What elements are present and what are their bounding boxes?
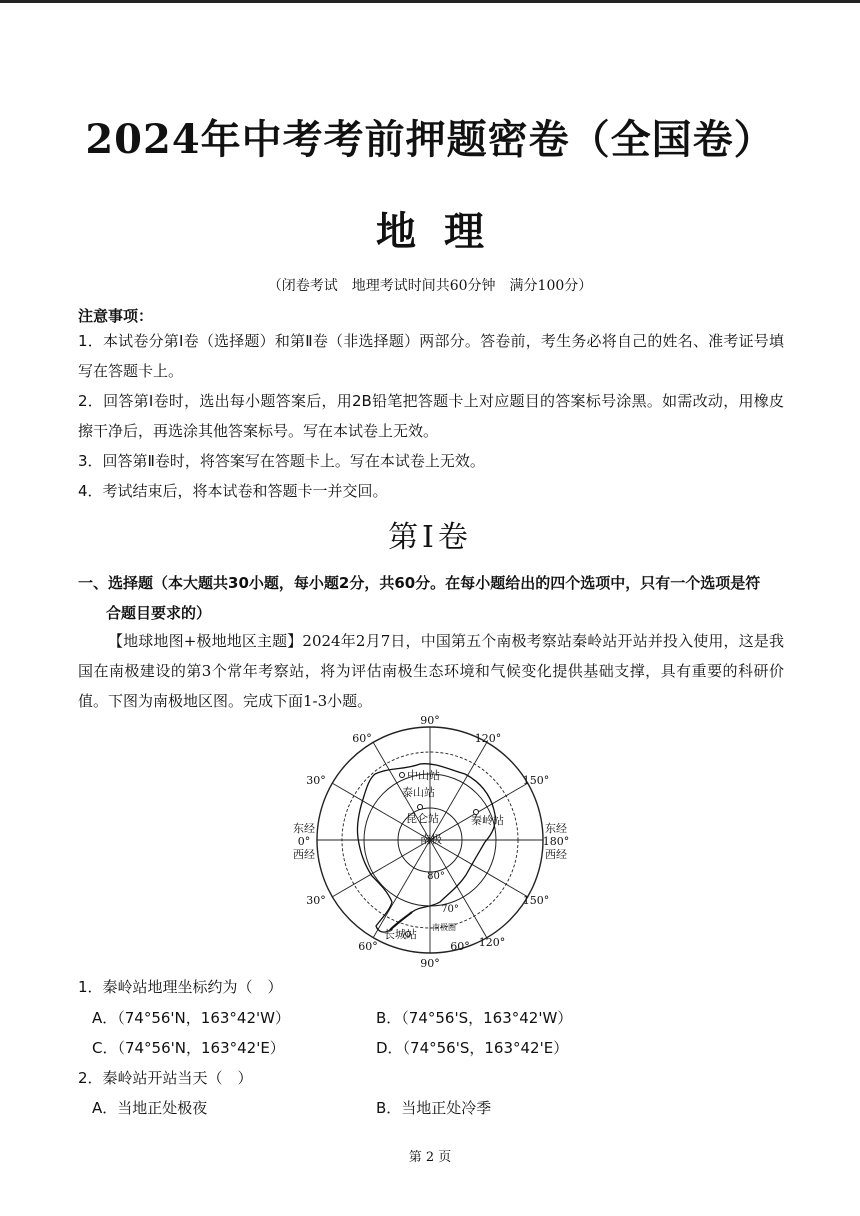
question-1-option-b: B．（74°56'S，163°42'W） — [376, 1009, 573, 1027]
zhongshan-station-marker — [400, 773, 405, 778]
page-number: 第 2 页 — [408, 1150, 452, 1165]
label-150-right: 150° — [522, 774, 550, 787]
label-east: 东经 — [293, 822, 315, 835]
question-1-option-c: C．（74°56'N，163°42'E） — [92, 1039, 285, 1057]
label-zero: 0° — [297, 835, 311, 848]
exam-title: 2024年中考考前押题密卷（全国卷） — [85, 116, 775, 163]
question-1-stem: 1．秦岭站地理坐标约为（ ） — [78, 978, 283, 996]
label-lat-80: 80° — [427, 871, 445, 882]
label-30-left-bottom: 30° — [306, 894, 326, 907]
label-west: 西经 — [293, 848, 315, 861]
label-zhongshan-station: 中山站 — [407, 769, 440, 782]
label-south-pole: 南极 — [420, 833, 442, 846]
section-title: 第Ⅰ卷 — [388, 520, 472, 555]
label-120-right-bottom: 120° — [478, 936, 506, 949]
label-60-left: 60° — [352, 732, 372, 745]
antarctica-map — [280, 712, 580, 972]
label-90-bottom: 90° — [420, 957, 440, 970]
question-2-option-b: B．当地正处冷季 — [376, 1099, 492, 1117]
section-heading — [78, 568, 798, 628]
label-east-right: 东经 — [545, 822, 567, 835]
label-changcheng-station: 长城站 — [384, 928, 417, 941]
label-60-bottom: 60° — [450, 940, 470, 953]
intro-text: 【地球地图+极地地区主题】2024年2月7日，中国第五个南极考察站秦岭站开站并投入使用，这是我国在南极建设的第3个常年考察站，将为评估南极生态环境和气候变化提供基础支撑，具有重要的科研价值。下图为南极地区图。完成下面1-3小题。 — [78, 632, 784, 710]
notice-title: 注意事项： — [78, 307, 154, 325]
subject-title: 地理 — [376, 208, 512, 255]
label-90-top: 90° — [420, 714, 440, 727]
intro-paragraph — [78, 626, 784, 716]
question-1-option-d: D．（74°56'S，163°42'E） — [376, 1039, 569, 1057]
label-qinling-station: 秦岭站 — [471, 814, 504, 827]
kunlun-station-marker — [418, 805, 423, 810]
notice-item-1: 1．本试卷分第Ⅰ卷（选择题）和第Ⅱ卷（非选择题）两部分。答卷前，考生务必将自己的姓名、准考证号填写在答题卡上。 — [78, 332, 784, 380]
label-150-right-bottom: 150° — [522, 894, 550, 907]
label-lat-70: 70° — [441, 904, 459, 915]
question-1-option-a: A．（74°56'N，163°42'W） — [92, 1009, 290, 1027]
question-2-stem: 2．秦岭站开站当天（ ） — [78, 1069, 253, 1087]
label-antarctic-circle: 南极圈 — [432, 923, 456, 932]
label-west-right: 西经 — [545, 848, 567, 861]
section-heading-line1: 一、选择题（本大题共30小题，每小题2分，共60分。在每小题给出的四个选项中，只有一个选项是符 — [78, 574, 761, 592]
label-kunlun-station: 昆仑站 — [406, 812, 439, 825]
label-180: 180° — [542, 835, 570, 848]
label-taishan-station: 泰山站 — [402, 786, 435, 799]
notice-item-4: 4．考试结束后，将本试卷和答题卡一并交回。 — [78, 482, 388, 500]
question-2-option-a: A．当地正处极夜 — [92, 1099, 208, 1117]
exam-meta: （闭卷考试 地理考试时间共60分钟 满分100分） — [267, 278, 593, 294]
top-border — [0, 0, 860, 3]
label-120-right: 120° — [474, 732, 502, 745]
section-heading-line2: 合题目要求的） — [106, 604, 212, 622]
notice-item-2: 2．回答第Ⅰ卷时，选出每小题答案后，用2B铅笔把答题卡上对应题目的答案标号涂黑。如需改动，用橡皮擦干净后，再选涂其他答案标号。写在本试卷上无效。 — [78, 392, 784, 440]
label-60-left-bottom: 60° — [358, 940, 378, 953]
notice-item-3: 3．回答第Ⅱ卷时，将答案写在答题卡上。写在本试卷上无效。 — [78, 452, 485, 470]
label-30-left: 30° — [306, 774, 326, 787]
